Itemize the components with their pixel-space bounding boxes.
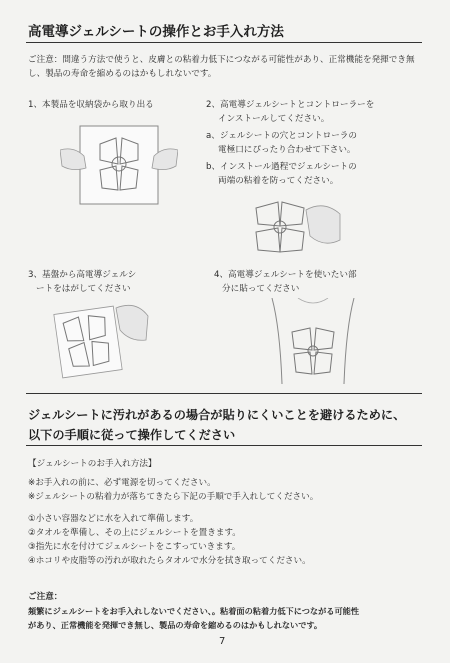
step-2-text-line1: 2、高電導ジェルシートとコントローラーを xyxy=(206,100,375,110)
section-top-divider xyxy=(26,393,422,394)
step-2a-line2: 電極口にぴったり合わせて下さい。 xyxy=(218,145,356,155)
step-2-text-line2: インストールしてください。 xyxy=(218,114,330,124)
step-3-illustration xyxy=(42,300,152,380)
step-2b-line2: 両端の粘着を防ってください。 xyxy=(218,176,339,186)
care-heading: 【ジェルシートのお手入れ方法】 xyxy=(28,459,157,469)
step-2-illustration xyxy=(244,196,344,260)
step-2b-line1: b、インストール過程でジェルシートの xyxy=(206,162,357,172)
section-title xyxy=(28,405,405,445)
care-step-4: ④ホコリや皮脂等の汚れが取れたらタオルで水分を拭き取ってください。 xyxy=(28,556,311,566)
bottom-caution-label: ご注意： xyxy=(28,592,63,602)
step-3-text-line2: ートをはがしてください xyxy=(36,284,131,294)
title-divider xyxy=(26,42,422,43)
section-title-line2: 以下の手順に従って操作してください xyxy=(28,428,236,442)
section-title-line1: ジェルシートに汚れがあるの場合が貼りにくいことを避けるために、 xyxy=(28,408,406,422)
section-bottom-divider xyxy=(26,445,422,446)
top-caution: ご注意：間違う方法で使うと、皮膚との粘着力低下につながる可能性があり、正常機能を発揮でき無し、製品の寿命を縮めるのはかもしれないです。 xyxy=(28,55,415,79)
step-1-text: 1、本製品を収納袋から取り出る xyxy=(28,100,154,110)
bottom-caution-line1: 頻繁にジェルシートをお手入れしないでください、。粘着面の粘着力低下につながる可能性 xyxy=(28,606,360,616)
bottom-caution-line2: があり、正常機能を発揮でき無し、製品の寿命を縮めるのはかもしれないです。 xyxy=(28,620,323,630)
page-number: 7 xyxy=(219,636,226,647)
care-step-1: ①小さい容器などに水を入れて準備します。 xyxy=(28,514,199,524)
page-title: 高電導ジェルシートの操作とお手入れ方法 xyxy=(28,24,284,40)
care-note-2: ※ジェルシートの粘着力が落ちてきたら下記の手順で手入れしてください。 xyxy=(28,492,319,502)
step-4-text-line1: 4、高電導ジェルシートを使いたい部 xyxy=(214,270,357,280)
care-note-1: ※お手入れの前に、必ず電源を切ってください。 xyxy=(28,478,216,488)
step-4-text-line2: 分に貼ってください xyxy=(222,284,300,294)
step-1-illustration xyxy=(60,120,178,210)
step-2a-line1: a、ジェルシートの穴とコントローラの xyxy=(206,131,357,141)
care-step-2: ②タオルを準備し、その上にジェルシートを置きます。 xyxy=(28,528,241,538)
step-4-illustration xyxy=(258,298,368,384)
care-step-3: ③指先に水を付けてジェルシートをこすっていきます。 xyxy=(28,542,241,552)
step-3-text-line1: 3、基盤から高電導ジェルシ xyxy=(28,270,137,280)
